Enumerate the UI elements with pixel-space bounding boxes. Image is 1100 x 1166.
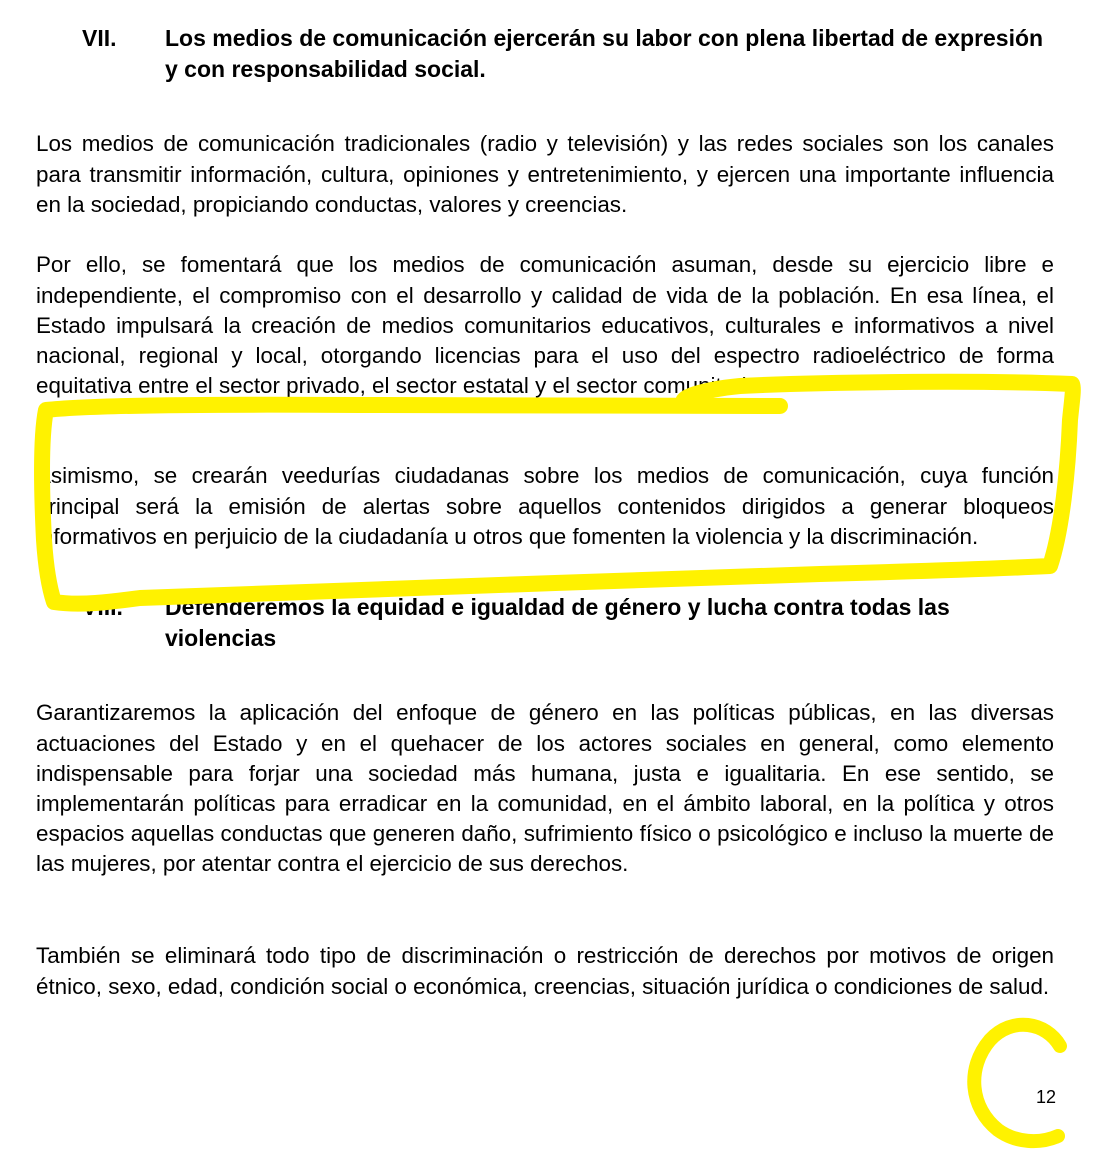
section-vii-heading [82, 23, 1057, 87]
section-viii-title: Defenderemos la equidad e igualdad de género y lucha contra todas las violencias [165, 594, 950, 651]
paragraph-community-media: Por ello, se fomentará que los medios de comunicación asuman, desde su ejercicio libre e independiente, el compromiso con el desarrollo y calidad de vida de la población. En esa línea, el Estado impulsará la creación de medios comunitarios educativos, culturales e informativos a nivel nacional, regional y local, otorgando licencias para el uso del espectro radioeléctrico de forma equitativa entre el sector privado, el sector estatal y el sector comunitario. [36, 252, 1054, 399]
paragraph-anti-discrimination: También se eliminará todo tipo de discriminación o restricción de derechos por motivos de origen étnico, sexo, edad, condición social o económica, creencias, situación jurídica o condiciones de salud. [36, 943, 1054, 999]
section-viii-number: VIII. [82, 594, 123, 620]
page-number-circle-stroke [974, 1025, 1060, 1141]
paragraph-media-influence: Los medios de comunicación tradicionales (radio y televisión) y las redes sociales son los canales para transmitir información, cultura, opiniones y entretenimiento, y ejercen una importante influencia en la sociedad, propiciando conductas, valores y creencias. [36, 131, 1054, 217]
paragraph-gender-policy: Garantizaremos la aplicación del enfoque de género en las políticas públicas, en las diversas actuaciones del Estado y en el quehacer de los actores sociales en general, como elemento indispensable para forjar una sociedad más humana, justa e igualitaria. En ese sentido, se implementarán políticas para erradicar en la comunidad, en el ámbito laboral, en la política y otros espacios aquellas conductas que generen daño, sufrimiento físico o psicológico e incluso la muerte de las mujeres, por atentar contra el ejercicio de sus derechos. [36, 700, 1054, 877]
section-vii-title: Los medios de comunicación ejercerán su labor con plena libertad de expresión y con responsabilidad social. [165, 25, 1044, 82]
page-number: 12 [1035, 1087, 1056, 1107]
section-vii-number: VII. [82, 25, 117, 51]
section-viii-heading [82, 592, 1057, 656]
paragraph-citizen-oversight: Asimismo, se crearán veedurías ciudadanas sobre los medios de comunicación, cuya función principal será la emisión de alertas sobre aquellos contenidos dirigidos a generar bloqueos informativos en perjuicio de la ciudadanía u otros que fomenten la violencia y la discriminación. [36, 463, 1054, 549]
